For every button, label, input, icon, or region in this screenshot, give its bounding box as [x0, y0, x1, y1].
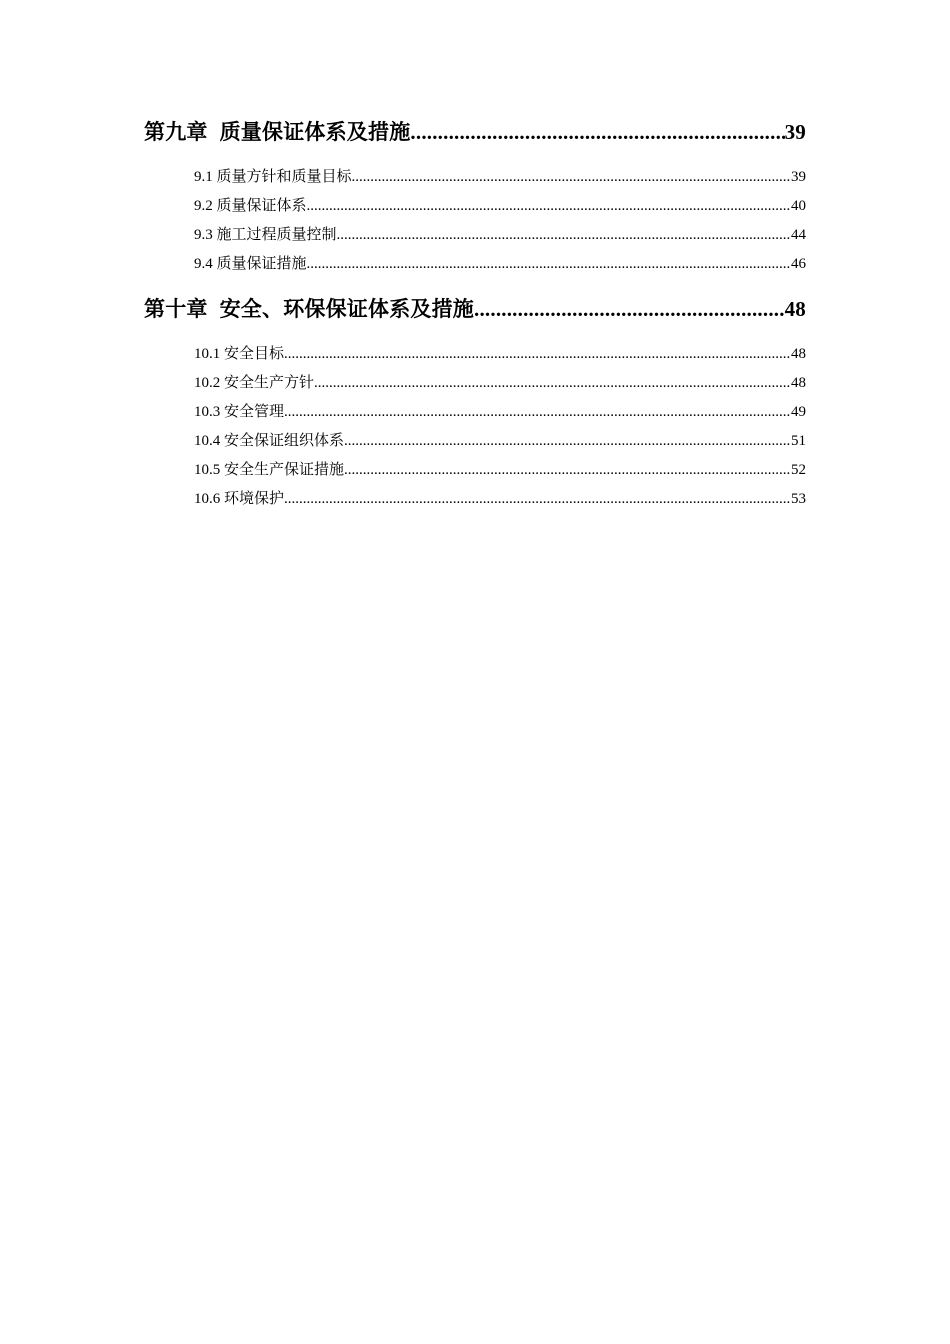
- chapter-name: 安全、环保保证体系及措施: [219, 297, 475, 321]
- chapter-label: 第九章: [144, 120, 208, 144]
- toc-section-10-4[interactable]: [194, 429, 806, 451]
- section-title: 9.2 质量保证体系: [194, 198, 307, 214]
- section-title: 10.4 安全保证组织体系: [194, 433, 345, 449]
- section-title: 10.3 安全管理: [194, 404, 285, 420]
- chapter-title: [144, 293, 474, 323]
- dot-leader: [284, 491, 791, 508]
- toc-section-10-5[interactable]: [194, 458, 806, 480]
- section-title: 10.5 安全生产保证措施: [194, 462, 345, 478]
- page-number: 44: [791, 227, 806, 243]
- toc-chapter-9[interactable]: [144, 116, 806, 148]
- page-number: 39: [791, 169, 806, 185]
- page-number: 51: [791, 433, 806, 449]
- section-title: 9.3 施工过程质量控制: [194, 227, 337, 243]
- section-title: 9.4 质量保证措施: [194, 256, 307, 272]
- toc-section-9-3[interactable]: [194, 223, 806, 245]
- section-title: 10.6 环境保护: [194, 491, 285, 507]
- toc-section-9-4[interactable]: [194, 252, 806, 274]
- dot-leader: [352, 169, 791, 186]
- page-number: 46: [791, 256, 806, 272]
- dot-leader: [344, 433, 791, 450]
- page-number: 48: [791, 375, 806, 391]
- toc-section-10-6[interactable]: [194, 487, 806, 509]
- dot-leader: [337, 227, 791, 244]
- page-number: 48: [791, 346, 806, 362]
- dot-leader: [314, 375, 791, 392]
- page-number: 48: [784, 297, 806, 321]
- section-title: 10.2 安全生产方针: [194, 375, 315, 391]
- toc-section-10-2[interactable]: [194, 371, 806, 393]
- section-title: 10.1 安全目标: [194, 346, 285, 362]
- page-number: 49: [791, 404, 806, 420]
- chapter-title: [144, 116, 410, 146]
- chapter-label: 第十章: [144, 297, 208, 321]
- toc-section-10-3[interactable]: [194, 400, 806, 422]
- dot-leader: [284, 404, 791, 421]
- dot-leader: [307, 256, 791, 273]
- toc-chapter-10[interactable]: [144, 293, 806, 325]
- dot-leader: [474, 297, 785, 322]
- section-title: 9.1 质量方针和质量目标: [194, 169, 352, 185]
- page-number: 40: [791, 198, 806, 214]
- toc-section-9-2[interactable]: [194, 194, 806, 216]
- toc-section-9-1[interactable]: [194, 165, 806, 187]
- dot-leader: [410, 120, 784, 145]
- dot-leader: [344, 462, 791, 479]
- chapter-name: 质量保证体系及措施: [219, 120, 411, 144]
- dot-leader: [307, 198, 791, 215]
- page-number: 39: [784, 120, 806, 144]
- page-number: 52: [791, 462, 806, 478]
- dot-leader: [284, 346, 791, 363]
- toc-section-10-1[interactable]: [194, 342, 806, 364]
- page-number: 53: [791, 491, 806, 507]
